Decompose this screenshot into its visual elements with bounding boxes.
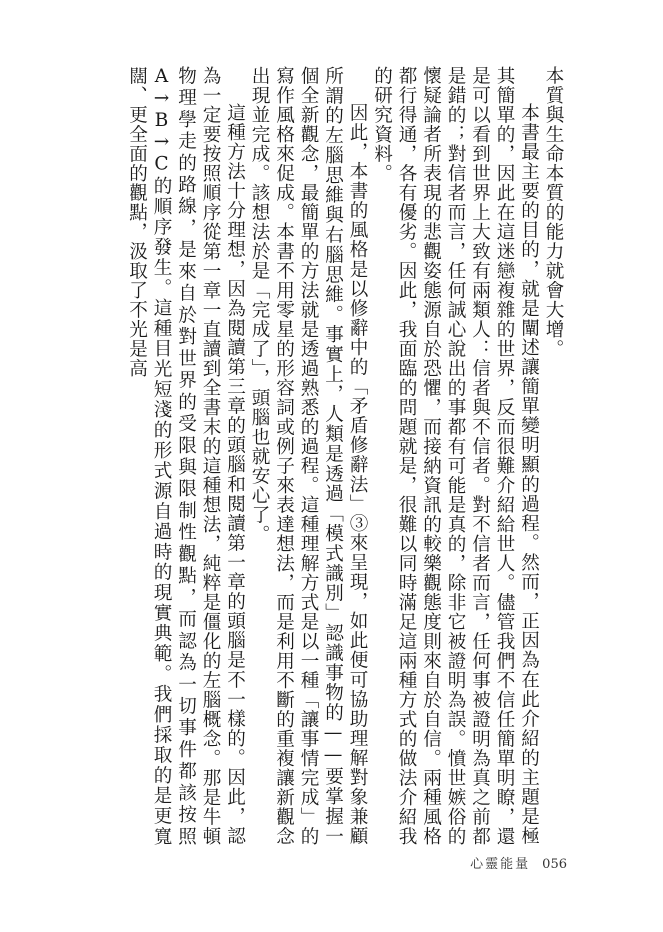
running-title: 心靈能量: [470, 857, 531, 872]
paragraph-3: 因此，本書的風格是以修辭中的「矛盾修辭法」③來呈現，如此便可協助理解對象兼顧所謂的左腦思維與右腦思維。事實上，人類是透過「模式識別」認識事物的——要掌握一個全新觀念，最簡單的方法就是透過熟悉的過程。這種理解方式是以一種「讓事情完成」的寫作風格來促成。本書不用零星的形容詞或例子來表達想法，而是利用不斷的重複讓新觀念出現並完成。該想法於是「完成了」，頭腦也就安心了。: [249, 66, 368, 846]
paragraph-2: 本書最主要的目的，就是闡述讓簡單變明顯的過程。然而，正因為在此介紹的主題是極其簡單的，因此在這迷戀複雜的世界，反而很難介紹給世人。儘管我們不信任簡單明瞭，還是可以看到世界上大致有兩類人：信者與不信者。對不信者而言，任何事被證明為真之前都是錯的；對信者而言，任何誠心說出的事都有可能是真的，除非它被證明為誤。憤世嫉俗的懷疑論者所表現的悲觀姿態源自於恐懼，而接納資訊的較樂觀態度則來自於自信。兩種風格都行得通，各有優劣。因此，我面臨的問題就是，很難以同時滿足這兩種方式的做法介紹我的研究資料。: [371, 66, 540, 846]
paragraph-1: 本質與生命本質的能力就會大增。: [543, 66, 564, 359]
paragraph-4: 這種方法十分理想，因為閱讀第三章的頭腦和閱讀第一章的頭腦是不一樣的。因此，認為一定要按照順序從第一章一直讀到全書末的這種想法，純粹是僵化的左腦概念。那是牛頓物理學走的路線，是來自於對世界的受限與限制性觀點，而認為一切事件都該按照A→B→C的順序發生。這種目光短淺的形式源自過時的現實典範。我們採取的是更寬闊、更全面的觀點，汲取了不光是高: [126, 66, 246, 846]
body-text: [85, 66, 565, 846]
page-number: 056: [542, 857, 567, 872]
page-footer: [470, 853, 567, 872]
